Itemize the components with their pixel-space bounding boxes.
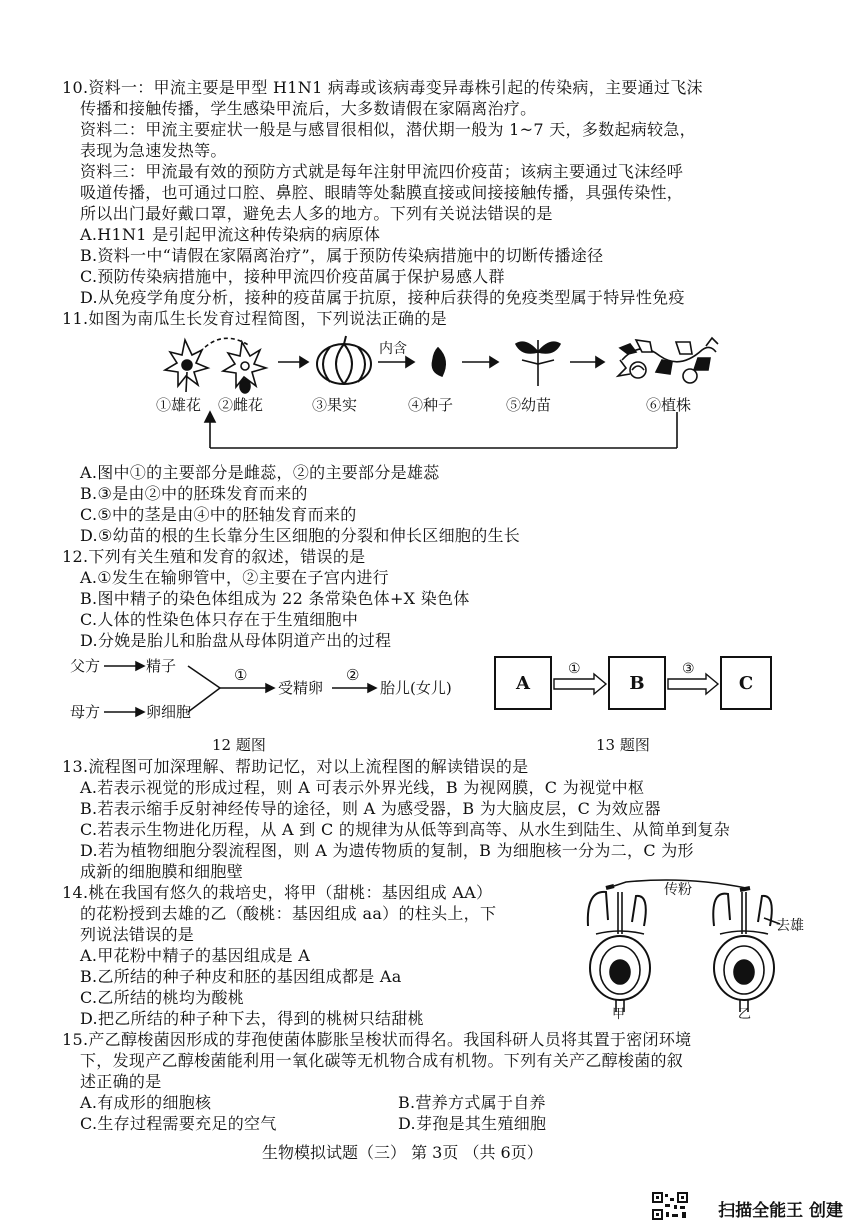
q10-option-d: D.从免疫学角度分析，接种的疫苗属于抗原，接种后获得的免疫类型属于特异性免疫	[80, 288, 685, 307]
q12-option-b: B.图中精子的染色体组成为 22 条常染色体+X 染色体	[80, 589, 470, 608]
q10-option-a: A.H1N1 是引起甲流这种传染病的病原体	[80, 225, 381, 244]
q10-line-4: 表现为急速发热等。	[80, 141, 227, 160]
q14-option-b: B.乙所结的种子种皮和胚的基因组成都是 Aa	[80, 967, 402, 986]
q11-option-a: A.图中①的主要部分是雌蕊，②的主要部分是雄蕊	[80, 463, 440, 482]
q15-option-a: A.有成形的细胞核	[80, 1093, 212, 1112]
q10-line-2: 传播和接触传播，学生感染甲流后，大多数请假在家隔离治疗。	[80, 99, 537, 118]
pumpkin-fruit-icon	[317, 336, 371, 384]
q10-option-b: B.资料一中“请假在家隔离治疗”，属于预防传染病措施中的切断传播途径	[80, 246, 604, 265]
seedling-icon	[516, 340, 560, 386]
label-female-flower: ②雌花	[218, 396, 264, 414]
label-seedling: ⑤幼苗	[506, 396, 552, 414]
q15-option-b: B.营养方式属于自养	[398, 1093, 546, 1112]
label-seed: ④种子	[408, 396, 454, 414]
q11-option-d: D.⑤幼苗的根的生长靠分生区细胞的分裂和伸长区细胞的生长	[80, 526, 521, 545]
flower-yi-icon	[713, 888, 774, 1012]
fetus-label: 胎儿(女儿)	[380, 679, 452, 697]
q11-stem: 11.如图为南瓜生长发育过程简图，下列说法正确的是	[62, 309, 447, 328]
q14-line-2: 的花粉授到去雄的乙（酸桃：基因组成 aa）的柱头上，下	[80, 904, 497, 923]
q14-line-3: 列说法错误的是	[80, 925, 195, 944]
step1-label: ①	[234, 666, 248, 684]
q13-option-d-line-1: D.若为植物细胞分裂流程图，则 A 为遗传物质的复制，B 为细胞核一分为二，C 为形	[80, 841, 694, 860]
mother-label: 母方	[70, 703, 101, 721]
contains-label: 内含	[379, 341, 407, 357]
emasculated-label: 去雄	[776, 918, 804, 934]
q13-figure-caption: 13 题图	[596, 736, 650, 754]
flow-box-a: A	[494, 656, 552, 710]
q10-line-1: 10.资料一：甲流主要是甲型 H1N1 病毒或该病毒变异毒株引起的传染病，主要通过飞沫	[62, 78, 703, 97]
egg-label: 卵细胞	[146, 703, 192, 721]
q11-option-b: B.③是由②中的胚珠发育而来的	[80, 484, 308, 503]
pumpkin-plant-icon	[618, 338, 718, 383]
q12-stem: 12.下列有关生殖和发育的叙述，错误的是	[62, 547, 366, 566]
q12-option-c: C.人体的性染色体只存在于生殖细胞中	[80, 610, 359, 629]
seed-icon	[432, 348, 445, 376]
q10-line-7: 所以出门最好戴口罩，避免去人多的地方。下列有关说法错误的是	[80, 204, 553, 223]
q13-step3-label: ③	[682, 661, 695, 677]
q15-line-3: 述正确的是	[80, 1072, 162, 1091]
flower-jia-icon	[588, 886, 650, 1012]
sperm-label: 精子	[146, 657, 177, 675]
q13-option-b: B.若表示缩手反射神经传导的途径，则 A 为感受器，B 为大脑皮层，C 为效应器	[80, 799, 661, 818]
label-plant: ⑥植株	[646, 396, 692, 414]
step2-label: ②	[346, 666, 360, 684]
q10-line-5: 资料三：甲流最有效的预防方式就是每年注射甲流四价疫苗；该病主要通过飞沫经呼	[80, 162, 684, 181]
jia-label: 甲	[612, 1007, 626, 1022]
q13-stem: 13.流程图可加深理解、帮助记忆，对以上流程图的解读错误的是	[62, 757, 529, 776]
pumpkin-lifecycle-figure	[150, 330, 730, 460]
male-flower-icon	[165, 340, 208, 392]
q12-option-d: D.分娩是胎儿和胎盘从母体阴道产出的过程	[80, 631, 392, 650]
pollination-label: 传粉	[664, 882, 692, 898]
q15-option-c: C.生存过程需要充足的空气	[80, 1114, 277, 1133]
q12-flow-figure	[70, 652, 470, 722]
q14-option-c: C.乙所结的桃均为酸桃	[80, 988, 245, 1007]
q15-line-1: 15.产乙醇梭菌因形成的芽孢使菌体膨胀呈梭状而得名。我国科研人员将其置于密闭环境	[62, 1030, 692, 1049]
zygote-label: 受精卵	[278, 679, 324, 697]
q12-figure-caption: 12 题图	[212, 736, 266, 754]
q12-option-a: A.①发生在输卵管中，②主要在子宫内进行	[80, 568, 389, 587]
label-male-flower: ①雄花	[156, 396, 202, 414]
flow-box-c: C	[720, 656, 772, 710]
q14-option-d: D.把乙所结的种子种下去，得到的桃树只结甜桃	[80, 1009, 424, 1028]
yi-label: 乙	[738, 1007, 752, 1022]
qr-code-icon	[652, 1192, 688, 1220]
q15-option-d: D.芽孢是其生殖细胞	[398, 1114, 547, 1133]
q13-arrows	[552, 660, 722, 704]
q13-option-c: C.若表示生物进化历程，从 A 到 C 的规律为从低等到高等、从水生到陆生、从简单到复杂	[80, 820, 731, 839]
label-fruit: ③果实	[312, 396, 358, 414]
flow-box-b: B	[608, 656, 666, 710]
q10-line-3: 资料二：甲流主要症状一般是与感冒很相似，潜伏期一般为 1~7 天，多数起病较急，	[80, 120, 696, 139]
q15-line-2: 下，发现产乙醇梭菌能利用一氧化碳等无机物合成有机物。下列有关产乙醇梭菌的叙	[80, 1051, 684, 1070]
peach-pollination-figure	[566, 872, 806, 1022]
q13-step1-label: ①	[568, 661, 581, 677]
father-label: 父方	[70, 657, 101, 675]
q10-line-6: 吸道传播，也可通过口腔、鼻腔、眼睛等处黏膜直接或间接接触传播，具强传染性，	[80, 183, 684, 202]
q10-option-c: C.预防传染病措施中，接种甲流四价疫苗属于保护易感人群	[80, 267, 505, 286]
q13-option-d-line-2: 成新的细胞膜和细胞壁	[80, 862, 244, 881]
q13-option-a: A.若表示视觉的形成过程，则 A 可表示外界光线，B 为视网膜，C 为视觉中枢	[80, 778, 645, 797]
q14-line-1: 14.桃在我国有悠久的栽培史，将甲（甜桃：基因组成 AA）	[62, 883, 493, 902]
q14-option-a: A.甲花粉中精子的基因组成是 A	[80, 946, 311, 965]
q11-option-c: C.⑤中的茎是由④中的胚轴发育而来的	[80, 505, 357, 524]
female-flower-icon	[223, 342, 266, 393]
page-footer: 生物模拟试题（三） 第 3页 （共 6页）	[262, 1143, 543, 1162]
scanner-watermark: 扫描全能王 创建	[718, 1201, 843, 1221]
